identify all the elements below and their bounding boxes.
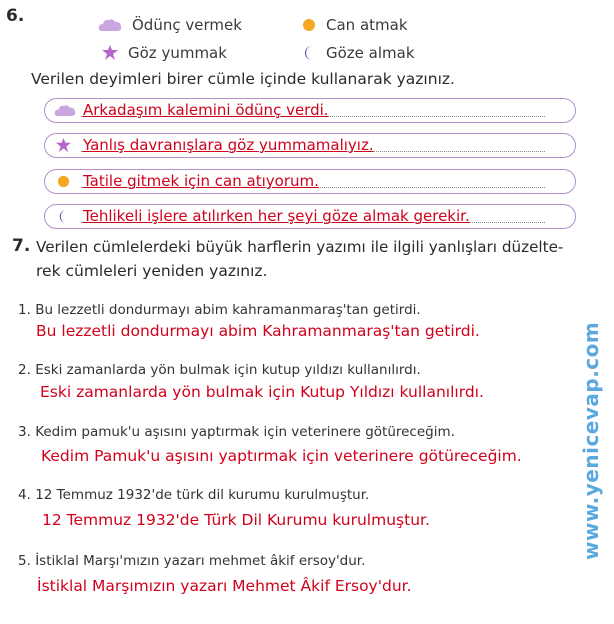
answer-text: Tehlikeli işlere atılırken her şeyi göze almak gerekir. [83, 207, 470, 225]
item-3 [18, 424, 455, 440]
item-text: Eski zamanlarda yön bulmak için kutup yıldızı kullanılırdı. [35, 362, 421, 378]
item-2-answer: Eski zamanlarda yön bulmak için Kutup Yıldızı kullanılırdı. [40, 383, 484, 401]
item-text: Bu lezzetli dondurmayı abim kahramanmaraş'tan getirdi. [35, 302, 421, 318]
moon-icon [57, 209, 70, 224]
legend-item-lend [98, 16, 242, 34]
legend-label: Göze almak [326, 44, 415, 62]
item-5 [18, 553, 365, 569]
item-2 [18, 362, 421, 378]
circle-icon [57, 175, 70, 188]
item-number: 2. [18, 362, 31, 378]
question-6-instruction: Verilen deyimleri birer cümle içinde kullanarak yazınız. [31, 70, 455, 88]
answer-line-4 [44, 204, 576, 229]
legend-item-eager [302, 16, 408, 34]
item-number: 3. [18, 424, 31, 440]
item-number: 1. [18, 302, 31, 318]
item-text: 12 Temmuz 1932'de türk dil kurumu kurulmuştur. [35, 487, 370, 503]
item-4-answer: 12 Temmuz 1932'de Türk Dil Kurumu kurulmuştur. [42, 511, 430, 529]
item-1 [18, 302, 421, 318]
legend-label: Can atmak [326, 16, 408, 34]
item-5-answer: İstiklal Marşımızın yazarı Mehmet Âkif Ersoy'dur. [37, 577, 412, 595]
question-7-instruction-line2: rek cümleleri yeniden yazınız. [36, 262, 268, 280]
legend-item-overlook [102, 44, 227, 62]
item-1-answer: Bu lezzetli dondurmayı abim Kahramanmaraş'tan getirdi. [36, 322, 480, 340]
item-number: 5. [18, 553, 31, 569]
moon-icon [302, 45, 316, 61]
answer-text: Arkadaşım kalemini ödünç verdi. [83, 101, 329, 119]
question-7-instruction-line1: Verilen cümlelerdeki büyük harflerin yazımı ile ilgili yanlışları düzelte- [36, 238, 564, 256]
cloud-icon [54, 104, 76, 117]
item-4 [18, 487, 369, 503]
item-number: 4. [18, 487, 31, 503]
item-text: İstiklal Marşı'mızın yazarı mehmet âkif ersoy'dur. [35, 553, 366, 569]
item-3-answer: Kedim Pamuk'u aşısını yaptırmak için veterinere götüreceğim. [41, 447, 522, 465]
question-6-number: 6. [6, 6, 25, 26]
watermark: www.yenicevap.com [579, 321, 603, 560]
legend-item-risk [302, 44, 415, 62]
answer-line-3 [44, 169, 576, 194]
question-7-number: 7. [12, 236, 31, 256]
legend-label: Ödünç vermek [132, 16, 242, 34]
answer-line-1 [44, 98, 576, 123]
answer-text: Yanlış davranışlara göz yummamalıyız. [83, 136, 374, 154]
legend-label: Göz yummak [128, 44, 227, 62]
item-text: Kedim pamuk'u aşısını yaptırmak için veterinere götüreceğim. [35, 424, 455, 440]
circle-icon [302, 18, 316, 32]
star-icon [102, 45, 118, 61]
cloud-icon [98, 18, 122, 32]
answer-text: Tatile gitmek için can atıyorum. [83, 172, 319, 190]
answer-line-2 [44, 133, 576, 158]
star-icon [56, 138, 71, 153]
